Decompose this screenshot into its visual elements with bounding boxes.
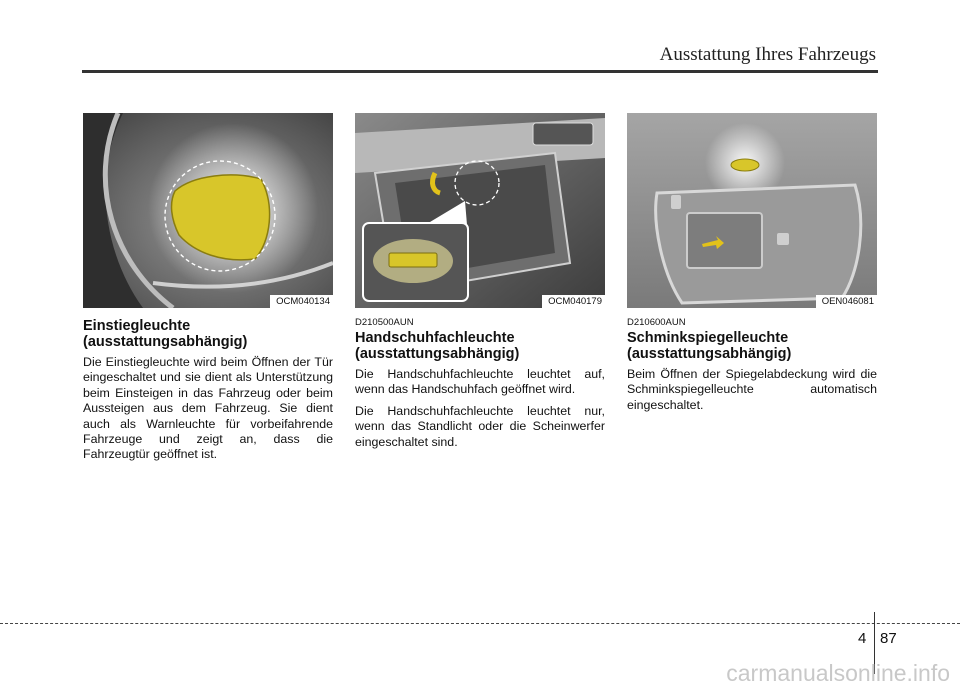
watermark: carmanualsonline.info: [726, 660, 950, 686]
section-heading: Handschuhfachleuchte (ausstattungsabhängig): [355, 330, 520, 362]
page-number: 87: [880, 630, 897, 647]
figure-code: OCM040134: [270, 295, 333, 308]
section-vanity-mirror-light: [627, 113, 877, 419]
section-entry-light: [83, 113, 333, 469]
page-header-title: Ausstattung Ihres Fahrzeugs: [659, 44, 876, 65]
footer-dashed-rule: [0, 623, 960, 624]
reference-code: D210600AUN: [627, 317, 686, 328]
header-rule: [82, 70, 878, 73]
vanity-mirror-illustration: [627, 113, 877, 308]
entry-light-illustration: [83, 113, 333, 308]
section-paragraph: Die Handschuhfachleuchte leuchtet nur, wenn das Standlicht oder die Scheinwerfer eingeschaltet sind.: [355, 403, 605, 449]
section-paragraph: Die Einstiegleuchte wird beim Öffnen der Tür eingeschaltet und sie dient als Unterstützung beim Einsteigen in das Fahrzeug oder beim Aussteigen aus dem Fahrzeug. Sie dient auch als Warnleuchte für vorbeifahrende Fahrzeuge und zeigt an, dass die Fahrzeugtür geöffnet ist.: [83, 355, 333, 462]
glovebox-light-illustration: [355, 113, 605, 308]
section-heading: Schminkspiegelleuchte (ausstattungsabhängig): [627, 330, 792, 362]
figure-code: OEN046081: [816, 295, 877, 308]
section-number: 4: [858, 630, 867, 647]
section-glovebox-light: [355, 113, 605, 456]
section-heading: Einstiegleuchte (ausstattungsabhängig): [83, 318, 248, 350]
section-paragraph: Beim Öffnen der Spiegelabdeckung wird die Schminkspiegelleuchte automatisch eingeschaltet.: [627, 367, 877, 412]
reference-code: D210500AUN: [355, 317, 414, 328]
figure-vanity-mirror-light: [627, 113, 877, 308]
figure-entry-light: [83, 113, 333, 308]
figure-glovebox-light: [355, 113, 605, 308]
section-paragraph: Die Handschuhfachleuchte leuchtet auf, wenn das Handschuhfach geöffnet wird.: [355, 367, 605, 397]
figure-code: OCM040179: [542, 295, 605, 308]
